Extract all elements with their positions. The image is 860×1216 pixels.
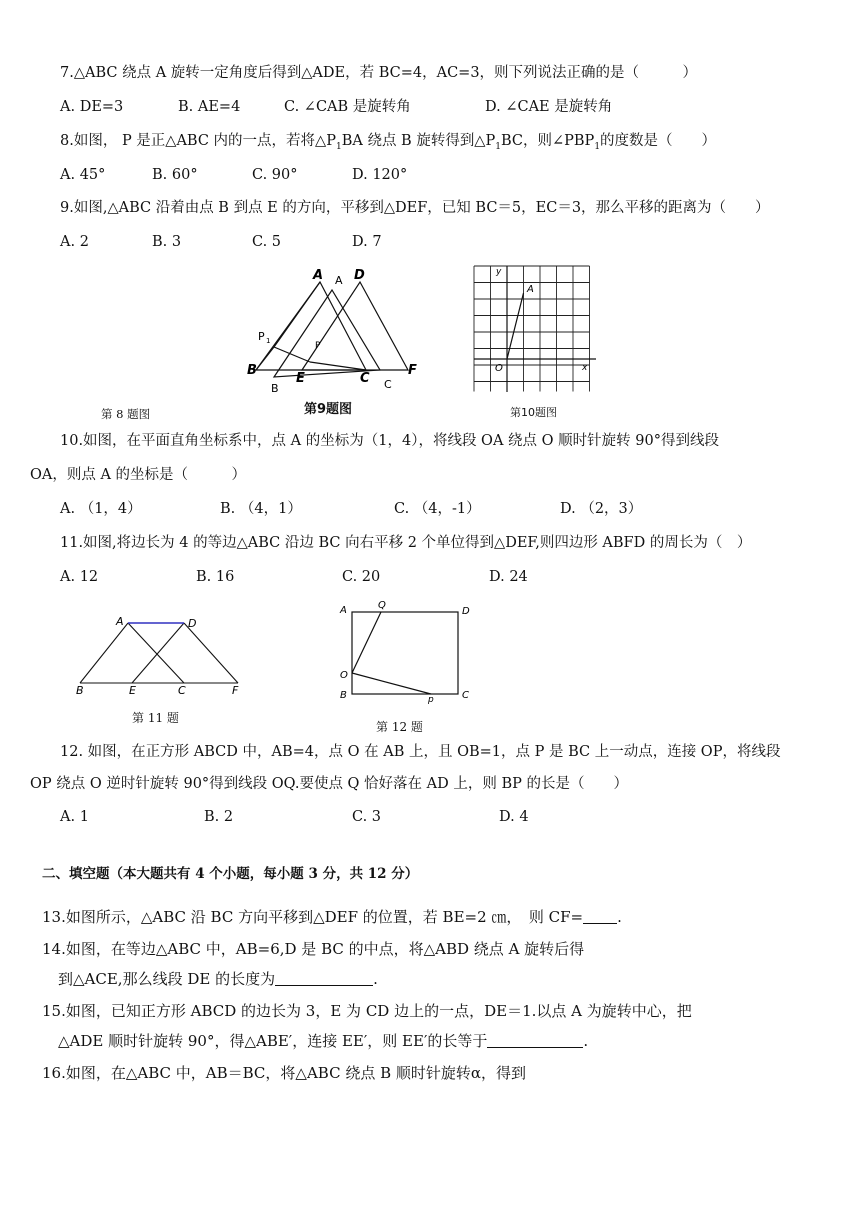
figure-8-9 bbox=[240, 262, 440, 402]
q11-stem: 11.如图,将边长为 4 的等边△ABC 沿边 BC 向右平移 2 个单位得到△DEF,则四边形 ABFD 的周长为（ ） bbox=[60, 535, 752, 551]
label-o: O bbox=[495, 363, 503, 374]
q12-option-d: D. 4 bbox=[499, 809, 529, 825]
q7-stem: 7.△ABC 绕点 A 旋转一定角度后得到△ADE，若 BC=4，AC=3，则下列说法正确的是（ ） bbox=[60, 65, 698, 81]
caption-fig-12: 第 12 题 bbox=[376, 720, 423, 734]
label-x: x bbox=[582, 363, 588, 373]
q7-option-a: A. DE=3 bbox=[60, 99, 124, 115]
label-e: E bbox=[129, 684, 136, 696]
label-b: B bbox=[271, 382, 279, 395]
label-a: A bbox=[116, 615, 124, 628]
label-c: C bbox=[178, 684, 186, 696]
label-a: A bbox=[335, 274, 343, 287]
label-d: D bbox=[462, 606, 470, 617]
q9-stem: 9.如图,△ABC 沿着由点 B 到点 E 的方向，平移到△DEF，已知 BC＝5，EC＝3，那么平移的距离为（ ） bbox=[60, 200, 770, 216]
label-q: Q bbox=[378, 600, 386, 611]
q12-option-b: B. 2 bbox=[204, 809, 234, 825]
q15-line-1: 15.如图，已知正方形 ABCD 的边长为 3，E 为 CD 边上的一点，DE＝1.以点 A 为旋转中心，把 bbox=[42, 1002, 692, 1020]
q8-option-d: D. 120° bbox=[352, 167, 408, 183]
label-d: D bbox=[188, 617, 197, 630]
q11-option-c: C. 20 bbox=[342, 569, 381, 585]
q10-option-b: B. （4，1） bbox=[220, 501, 302, 517]
q12-line-1: 12. 如图，在正方形 ABCD 中，AB=4，点 O 在 AB 上，且 OB=1，点 P 是 BC 上一动点，连接 OP，将线段 bbox=[60, 744, 781, 760]
q15-line-2: △ADE 顺时针旋转 90°，得△ABE′，连接 EE′，则 EE′的长等于 . bbox=[58, 1032, 589, 1050]
q8-stem: 8.如图， P 是正△ABC 内的一点，若将$\triangle P_1BA$ 绕点 B 旋转得到$\triangle P_1BC$，则$\angle PBP_1$的度数是（ ） bbox=[60, 133, 717, 152]
caption-fig-10: 第10题图 bbox=[510, 406, 557, 419]
q11-option-a: A. 12 bbox=[60, 569, 99, 585]
q10-option-a: A. （1，4） bbox=[60, 501, 142, 517]
label-o: O bbox=[340, 670, 348, 681]
caption-fig-9: 第9题图 bbox=[304, 402, 353, 417]
figure-12 bbox=[336, 600, 476, 708]
q7-option-c: C. ∠CAB 是旋转角 bbox=[284, 99, 411, 115]
q11-option-b: B. 16 bbox=[196, 569, 235, 585]
label-f: F bbox=[232, 684, 239, 696]
q14-line-1: 14.如图，在等边△ABC 中，AB=6,D 是 BC 的中点，将△ABD 绕点 A 旋转后得 bbox=[42, 940, 585, 958]
svg-text:1: 1 bbox=[266, 337, 271, 345]
label-a: A bbox=[340, 605, 347, 616]
label-c-bold: C bbox=[360, 371, 370, 386]
answer-blank[interactable] bbox=[487, 1031, 583, 1048]
q10-line-2: OA，则点 A 的坐标是（ ） bbox=[30, 467, 247, 483]
label-b-bold: B bbox=[247, 363, 257, 378]
q9-option-a: A. 2 bbox=[60, 234, 89, 250]
label-a: A bbox=[527, 284, 534, 295]
caption-fig-11: 第 11 题 bbox=[132, 711, 179, 725]
answer-blank[interactable] bbox=[583, 907, 617, 924]
q16-line-1: 16.如图，在△ABC 中，AB＝BC，将△ABC 绕点 B 顺时针旋转α，得到 bbox=[42, 1064, 527, 1082]
label-d: D bbox=[354, 268, 365, 283]
label-y: y bbox=[496, 267, 502, 277]
label-c: C bbox=[462, 690, 469, 701]
q10-option-d: D. （2，3） bbox=[560, 501, 643, 517]
q14-line-2: 到△ACE,那么线段 DE 的长度为 . bbox=[58, 970, 378, 988]
q12-line-2: OP 绕点 O 逆时针旋转 90°得到线段 OQ.要使点 Q 恰好落在 AD 上，则 BP 的长是（ ） bbox=[30, 776, 628, 792]
label-a-bold: A bbox=[313, 268, 324, 283]
q12-option-c: C. 3 bbox=[352, 809, 382, 825]
q9-option-b: B. 3 bbox=[152, 234, 182, 250]
q13: 13.如图所示，△ABC 沿 BC 方向平移到△DEF 的位置，若 BE=2 ㎝， 则 CF= . bbox=[42, 908, 622, 926]
label-f: F bbox=[408, 363, 417, 378]
q7-option-b: B. AE=4 bbox=[178, 99, 241, 115]
q8-option-c: C. 90° bbox=[252, 167, 298, 183]
label-e: E bbox=[296, 371, 305, 386]
q8-option-a: A. 45° bbox=[60, 167, 106, 183]
q10-line-1: 10.如图，在平面直角坐标系中，点 A 的坐标为（1，4），将线段 OA 绕点 O 顺时针旋转 90°得到线段 bbox=[60, 433, 719, 449]
q10-option-c: C. （4，-1） bbox=[394, 501, 481, 517]
caption-fig-8: 第 8 题图 bbox=[101, 407, 151, 421]
q9-option-c: C. 5 bbox=[252, 234, 282, 250]
q7-option-d: D. ∠CAE 是旋转角 bbox=[485, 99, 613, 115]
label-b: B bbox=[340, 690, 347, 701]
figure-10-grid bbox=[470, 262, 600, 397]
label-c: C bbox=[384, 378, 392, 391]
q12-option-a: A. 1 bbox=[60, 809, 89, 825]
triangle-def bbox=[302, 282, 408, 370]
figure-11 bbox=[74, 612, 254, 696]
q11-option-d: D. 24 bbox=[489, 569, 528, 585]
q9-option-d: D. 7 bbox=[352, 234, 382, 250]
answer-blank[interactable] bbox=[275, 969, 373, 986]
section-2-heading: 二、填空题（本大题共有 4 个小题，每小题 3 分，共 12 分） bbox=[42, 866, 419, 882]
label-p: p bbox=[428, 695, 434, 705]
label-p: P bbox=[315, 341, 321, 351]
q8-option-b: B. 60° bbox=[152, 167, 198, 183]
label-b: B bbox=[76, 684, 84, 696]
label-p1: P bbox=[258, 330, 265, 343]
